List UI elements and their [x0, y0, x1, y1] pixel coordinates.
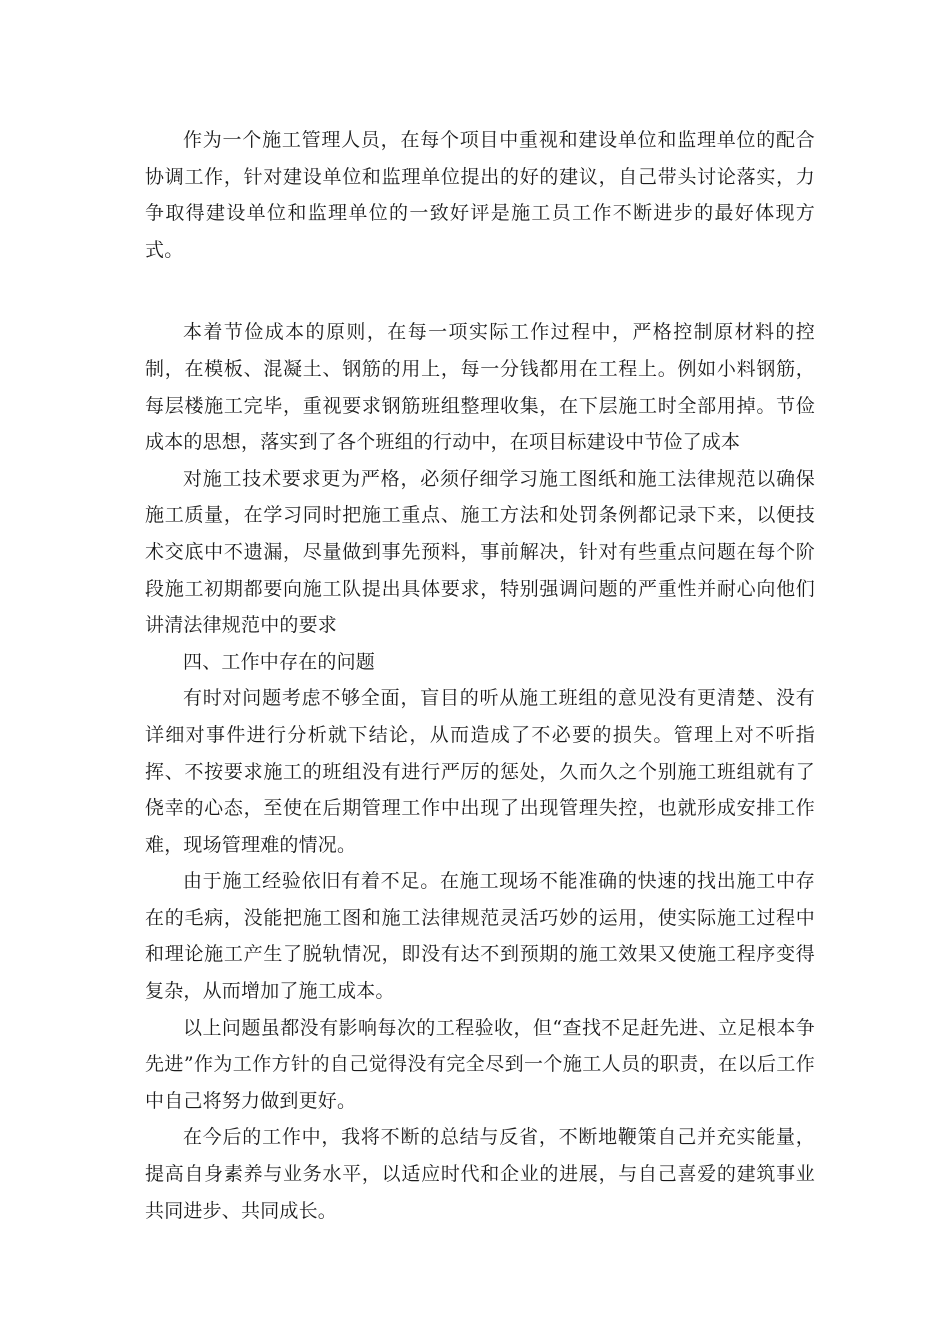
paragraph-technical-requirements: 对施工技术要求更为严格，必须仔细学习施工图纸和施工法律规范以确保施工质量，在学习同时把施工重点、施工方法和处罚条例都记录下来，以便技术交底中不遗漏，尽量做到事先预料，事前解决，针对有些重点问题在每个阶段施工初期都要向施工队提出具体要求，特别强调问题的严重性并耐心向他们讲清法律规范中的要求: [145, 467, 815, 637]
paragraph-problem-consideration: 有时对问题考虑不够全面，盲目的听从施工班组的意见没有更清楚、没有详细对事件进行分析就下结论，从而造成了不必要的损失。管理上对不听指挥、不按要求施工的班组没有进行严厉的惩处，久而久之个别施工班组就有了侥幸的心态，至使在后期管理工作中出现了出现管理失控，也就形成安排工作难，现场管理难的情况。: [145, 687, 815, 856]
document-body: [145, 122, 815, 1229]
paragraph-future-outlook: 在今后的工作中，我将不断的总结与反省，不断地鞭策自己并充实能量，提高自身素养与业务水平，以适应时代和企业的进展，与自己喜爱的建筑事业共同进步、共同成长。: [145, 1126, 815, 1222]
section-heading-problems: 四、工作中存在的问题: [183, 650, 376, 673]
paragraph-acceptance-reflection: 以上问题虽都没有影响每次的工程验收，但“查找不足赶先进、立足根本争先进”作为工作方针的自己觉得没有完全尽到一个施工人员的职责，在以后工作中自己将努力做到更好。: [145, 1016, 815, 1112]
paragraph-coordination: 作为一个施工管理人员，在每个项目中重视和建设单位和监理单位的配合协调工作，针对建设单位和监理单位提出的好的建议，自己带头讨论落实，力争取得建设单位和监理单位的一致好评是施工员工作不断进步的最好体现方式。: [145, 129, 815, 261]
paragraph-cost-saving: 本着节俭成本的原则，在每一项实际工作过程中，严格控制原材料的控制，在模板、混凝土、钢筋的用上，每一分钱都用在工程上。例如小料钢筋，每层楼施工完毕，重视要求钢筋班组整理收集，在下层施工时全部用掉。节俭成本的思想，落实到了各个班组的行动中，在项目标建设中节俭了成本: [145, 321, 815, 454]
paragraph-experience-lacking: 由于施工经验依旧有着不足。在施工现场不能准确的快速的找出施工中存在的毛病，没能把施工图和施工法律规范灵活巧妙的运用，使实际施工过程中和理论施工产生了脱轨情况，即没有达不到预期的施工效果又使施工程序变得复杂，从而增加了施工成本。: [145, 870, 815, 1003]
